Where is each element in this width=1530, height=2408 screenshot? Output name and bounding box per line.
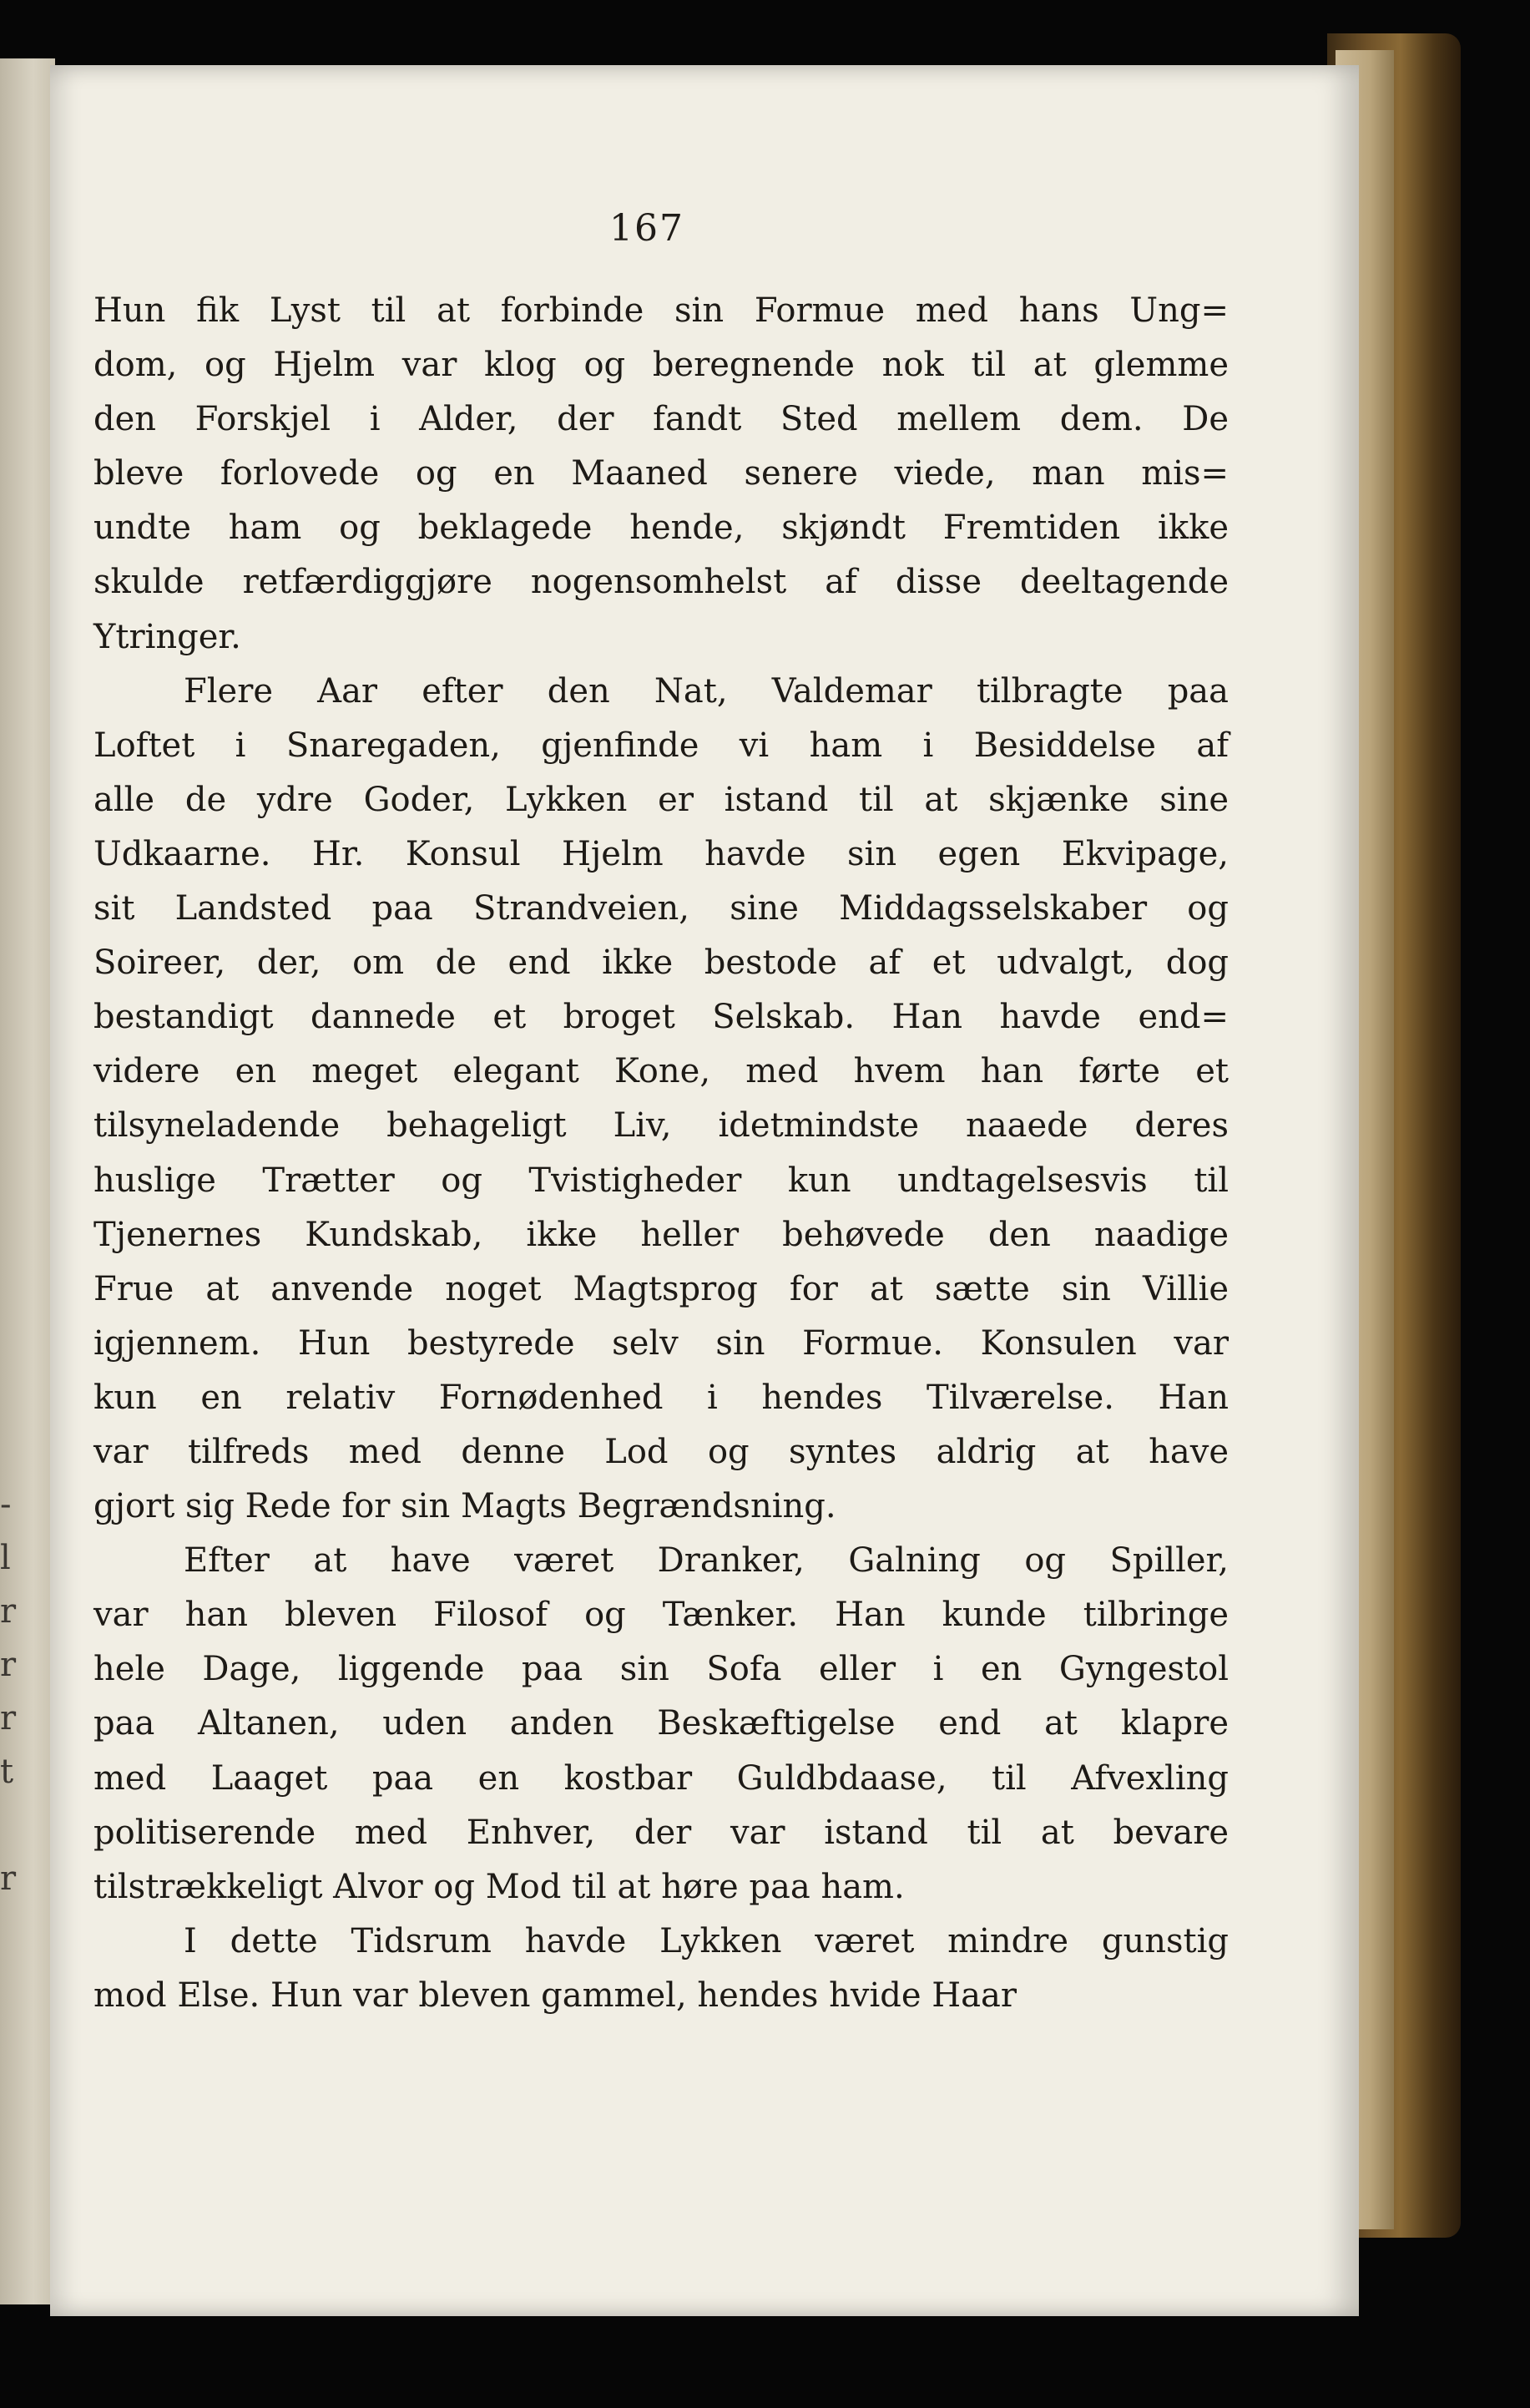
text-line: sit Landsted paa Strandveien, sine Middagsselskaber og — [93, 889, 1229, 928]
previous-page-mark: r — [0, 1699, 17, 1738]
text-line: bestandigt dannede et broget Selskab. Han havde end= — [93, 998, 1229, 1037]
text-line: Soireer, der, om de end ikke bestode af et udvalgt, dog — [93, 943, 1229, 983]
text-line: Frue at anvende noget Magtsprog for at sætte sin Villie — [93, 1269, 1229, 1308]
text-line: Flere Aar efter den Nat, Valdemar tilbragte paa — [184, 671, 1229, 711]
text-line: Efter at have været Dranker, Galning og Spiller, — [184, 1541, 1229, 1581]
text-line: Ytringer. — [93, 617, 241, 656]
text-line: igjennem. Hun bestyrede selv sin Formue. Konsulen var — [93, 1323, 1229, 1363]
previous-page-mark: r — [0, 1592, 17, 1631]
text-line: kun en relativ Fornødenhed i hendes Tilværelse. Han — [93, 1378, 1229, 1417]
text-line: huslige Trætter og Tvistigheder kun undtagelsesvis til — [93, 1161, 1229, 1200]
text-line: paa Altanen, uden anden Beskæftigelse end at klapre — [93, 1704, 1229, 1743]
text-line: gjort sig Rede for sin Magts Begrændsning. — [93, 1487, 836, 1526]
text-line: mod Else. Hun var bleven gammel, hendes hvide Haar — [93, 1975, 1017, 2015]
previous-page-marks — [0, 1478, 17, 1905]
text-line: I dette Tidsrum havde Lykken været mindre gunstig — [184, 1921, 1229, 1960]
previous-page-edge — [0, 58, 55, 2304]
text-line: med Laaget paa en kostbar Guldbdaase, til Afvexling — [93, 1758, 1229, 1798]
text-line: Hun fik Lyst til at forbinde sin Formue med hans Ung= — [93, 291, 1229, 330]
page-number: 167 — [609, 207, 684, 250]
text-line: tilsyneladende behageligt Liv, idetmindste naaede deres — [93, 1106, 1229, 1146]
page-text — [93, 284, 1229, 2023]
previous-page-mark: t — [0, 1753, 14, 1791]
text-line: Loftet i Snaregaden, gjenfinde vi ham i Besiddelse af — [93, 726, 1229, 765]
text-line: tilstrækkeligt Alvor og Mod til at høre paa ham. — [93, 1867, 905, 1906]
previous-page-mark: r — [0, 1859, 17, 1898]
previous-page-mark: l — [0, 1539, 11, 1577]
text-line: var han bleven Filosof og Tænker. Han kunde tilbringe — [93, 1596, 1229, 1635]
text-line: politiserende med Enhver, der var istand til at bevare — [93, 1813, 1229, 1852]
previous-page-mark: - — [0, 1485, 12, 1524]
text-line: Tjenernes Kundskab, ikke heller behøvede den naadige — [93, 1215, 1229, 1254]
text-line: undte ham og beklagede hende, skjøndt Fremtiden ikke — [93, 508, 1229, 548]
book-page — [50, 65, 1359, 2316]
text-line: skulde retfærdiggjøre nogensomhelst af disse deeltagende — [93, 563, 1229, 602]
text-line: den Forskjel i Alder, der fandt Sted mellem dem. De — [93, 400, 1229, 439]
previous-page-mark — [0, 1798, 17, 1852]
previous-page-mark: r — [0, 1646, 17, 1684]
text-line: videre en meget elegant Kone, med hvem han førte et — [93, 1052, 1229, 1091]
text-line: var tilfreds med denne Lod og syntes aldrig at have — [93, 1432, 1229, 1471]
text-line: alle de ydre Goder, Lykken er istand til at skjænke sine — [93, 780, 1229, 819]
text-line: Udkaarne. Hr. Konsul Hjelm havde sin egen Ekvipage, — [93, 834, 1229, 873]
text-line: hele Dage, liggende paa sin Sofa eller i en Gyngestol — [93, 1650, 1229, 1689]
text-line: dom, og Hjelm var klog og beregnende nok til at glemme — [93, 346, 1229, 385]
text-line: bleve forlovede og en Maaned senere viede, man mis= — [93, 454, 1229, 493]
